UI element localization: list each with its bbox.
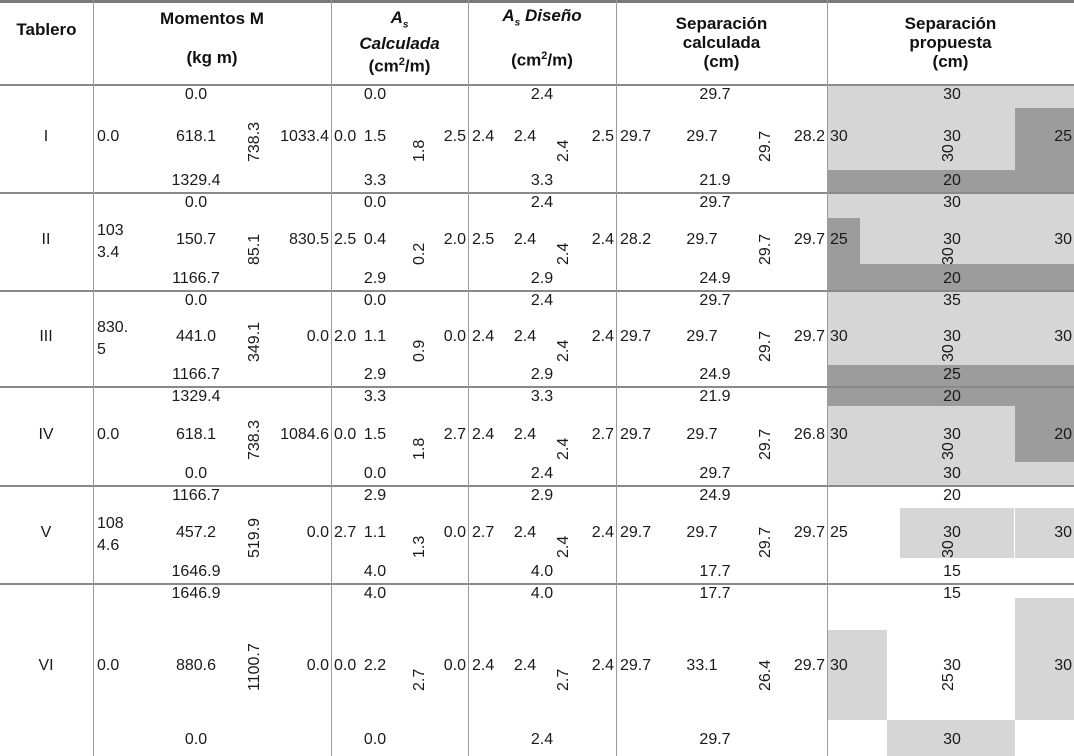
as-diseno-bottom: 2.4 — [530, 465, 554, 482]
momentos-vertical: 738.3 — [246, 121, 263, 162]
sep-prop-bottom: 20 — [943, 270, 961, 287]
header-symbol-sub: s — [402, 19, 409, 31]
momentos-left: 0.0 — [97, 426, 120, 443]
as-calc-mid: 1.5 — [363, 426, 387, 443]
as-diseno-bottom: 4.0 — [530, 563, 554, 580]
as-diseno-top: 2.4 — [530, 292, 554, 309]
sep-prop-right: 20 — [1054, 426, 1072, 443]
sep-prop-left: 25 — [830, 231, 848, 248]
as-calc-mid: 2.2 — [363, 657, 387, 674]
header-unit: (cm) — [932, 51, 969, 71]
as-calc-bottom: 0.0 — [363, 465, 387, 482]
column-separator — [827, 0, 828, 756]
column-separator — [93, 0, 94, 756]
as-diseno-right: 2.4 — [591, 657, 614, 674]
sep-prop-vertical: 30 — [940, 247, 957, 265]
header-unit-part: (cm — [511, 50, 542, 70]
sep-calc-vertical: 26.4 — [757, 659, 774, 691]
as-diseno-bottom: 3.3 — [530, 172, 554, 189]
header-label: Calculada — [359, 34, 440, 54]
header-tablero — [0, 0, 93, 84]
sep-prop-left: 30 — [830, 657, 848, 674]
momentos-top: 1329.4 — [171, 388, 221, 405]
momentos-vertical: 1100.7 — [246, 643, 263, 691]
as-calc-top: 2.9 — [363, 487, 387, 504]
as-calc-right: 0.0 — [443, 657, 466, 674]
as-diseno-mid: 2.4 — [513, 328, 537, 345]
as-calc-vertical: 1.3 — [411, 535, 428, 558]
column-separator — [331, 0, 332, 756]
as-diseno-top: 2.9 — [530, 487, 554, 504]
header-label: calculada — [682, 32, 761, 52]
as-calc-top: 0.0 — [363, 292, 387, 309]
sep-calc-bottom: 29.7 — [699, 731, 731, 748]
as-diseno-right: 2.4 — [591, 328, 614, 345]
momentos-bottom: 1166.7 — [172, 270, 220, 287]
header-unit-part: (cm — [368, 57, 399, 77]
sep-calc-bottom: 24.9 — [699, 270, 731, 287]
as-diseno-left: 2.7 — [472, 524, 495, 541]
sep-calc-vertical: 29.7 — [757, 526, 774, 558]
as-calc-bottom: 3.3 — [363, 172, 387, 189]
as-diseno-bottom: 2.9 — [530, 366, 554, 383]
header-unit: (cm) — [703, 51, 740, 71]
header-unit — [369, 53, 431, 76]
sep-prop-vertical: 25 — [940, 673, 957, 691]
as-diseno-right: 2.5 — [591, 128, 614, 145]
momentos-top: 1646.9 — [171, 585, 221, 602]
sep-calc-left: 29.7 — [620, 657, 652, 674]
sep-prop-bottom: 30 — [943, 465, 961, 482]
sep-prop-mid: 30 — [943, 524, 961, 541]
sep-calc-right: 29.7 — [793, 328, 825, 345]
as-diseno-right: 2.7 — [591, 426, 614, 443]
header-label: Separación — [675, 13, 768, 33]
sep-calc-right: 29.7 — [793, 524, 825, 541]
sep-calc-mid: 29.7 — [686, 426, 718, 443]
as-calc-top: 0.0 — [363, 194, 387, 211]
sep-calc-right: 28.2 — [793, 128, 825, 145]
momentos-left: 1084.6 — [97, 515, 124, 554]
as-calc-right: 2.0 — [443, 231, 466, 248]
sep-prop-top: 30 — [943, 194, 961, 211]
as-calc-bottom: 4.0 — [363, 563, 387, 580]
sep-prop-left: 30 — [830, 426, 848, 443]
header-symbol-sub: s — [514, 17, 521, 29]
as-diseno-left: 2.4 — [472, 426, 495, 443]
sep-calc-top: 29.7 — [699, 86, 731, 103]
sep-calc-mid: 29.7 — [686, 524, 718, 541]
as-calc-top: 3.3 — [363, 388, 387, 405]
header-unit-sup: 2 — [398, 56, 405, 69]
sep-prop-mid: 30 — [943, 426, 961, 443]
momentos-left: 830.5 — [97, 319, 129, 358]
as-diseno-vertical: 2.4 — [555, 242, 572, 265]
as-diseno-top: 4.0 — [530, 585, 554, 602]
sep-prop-mid: 30 — [943, 128, 961, 145]
as-diseno-top: 3.3 — [530, 388, 554, 405]
as-calc-bottom: 2.9 — [363, 366, 387, 383]
sep-prop-top: 35 — [943, 292, 961, 309]
header-symbol — [391, 8, 409, 34]
sep-prop-right: 30 — [1054, 231, 1072, 248]
as-diseno-right: 2.4 — [591, 524, 614, 541]
as-diseno-bottom: 2.9 — [530, 270, 554, 287]
row-label: VI — [38, 657, 54, 674]
sep-prop-left: 30 — [830, 328, 848, 345]
row-label: V — [40, 524, 52, 541]
row-label: IV — [38, 426, 54, 443]
sep-prop-top: 20 — [943, 487, 961, 504]
sep-calc-vertical: 29.7 — [757, 233, 774, 265]
momentos-vertical: 85.1 — [246, 233, 263, 265]
momentos-top: 1166.7 — [172, 487, 220, 504]
as-calc-vertical: 0.2 — [411, 242, 428, 265]
as-diseno-mid: 2.4 — [513, 128, 537, 145]
header-symbol-letter: A — [390, 7, 403, 27]
sep-prop-bottom: 25 — [943, 366, 961, 383]
sep-prop-left: 30 — [830, 128, 848, 145]
as-diseno-right: 2.4 — [591, 231, 614, 248]
as-calc-right: 2.7 — [443, 426, 466, 443]
momentos-vertical: 519.9 — [246, 517, 263, 558]
momentos-bottom: 0.0 — [184, 465, 208, 482]
momentos-mid: 150.7 — [175, 231, 217, 248]
sep-calc-left: 29.7 — [620, 328, 652, 345]
momentos-mid: 880.6 — [175, 657, 217, 674]
as-calc-right: 0.0 — [443, 328, 466, 345]
as-diseno-vertical: 2.4 — [555, 437, 572, 460]
as-diseno-vertical: 2.4 — [555, 339, 572, 362]
sep-calc-top: 21.9 — [699, 388, 731, 405]
sep-calc-mid: 29.7 — [686, 128, 718, 145]
momentos-mid: 457.2 — [175, 524, 217, 541]
sep-calc-left: 28.2 — [620, 231, 652, 248]
header-unit — [511, 47, 573, 70]
as-calc-bottom: 0.0 — [363, 731, 387, 748]
sep-prop-bottom: 30 — [943, 731, 961, 748]
momentos-top: 0.0 — [184, 292, 208, 309]
sep-calc-bottom: 17.7 — [699, 563, 731, 580]
sep-prop-right: 30 — [1054, 524, 1072, 541]
header-sep-propuesta — [827, 0, 1074, 84]
sep-calc-vertical: 29.7 — [757, 330, 774, 362]
sep-prop-right: 30 — [1054, 328, 1072, 345]
sep-calc-bottom: 29.7 — [699, 465, 731, 482]
as-calc-left: 2.0 — [334, 328, 357, 345]
as-calc-bottom: 2.9 — [363, 270, 387, 287]
as-diseno-vertical: 2.4 — [555, 535, 572, 558]
header-unit-sup: 2 — [541, 49, 548, 62]
momentos-right: 1033.4 — [280, 128, 329, 145]
header-unit-part: /m) — [547, 50, 573, 70]
sep-calc-top: 29.7 — [699, 292, 731, 309]
momentos-right: 830.5 — [288, 231, 329, 248]
sep-calc-top: 24.9 — [699, 487, 731, 504]
as-calc-mid: 1.5 — [363, 128, 387, 145]
as-diseno-mid: 2.4 — [513, 524, 537, 541]
sep-calc-mid: 29.7 — [686, 328, 718, 345]
column-separator — [468, 0, 469, 756]
header-label: Momentos M — [160, 9, 264, 28]
as-calc-right: 2.5 — [443, 128, 466, 145]
sep-prop-vertical: 30 — [940, 540, 957, 558]
as-diseno-bottom: 2.4 — [530, 731, 554, 748]
sep-prop-mid: 30 — [943, 231, 961, 248]
momentos-left: 1033.4 — [97, 222, 124, 261]
sep-calc-right: 29.7 — [793, 657, 825, 674]
sep-prop-top: 30 — [943, 86, 961, 103]
as-calc-left: 0.0 — [334, 657, 357, 674]
sep-prop-bottom: 20 — [943, 172, 961, 189]
sep-prop-bottom: 15 — [943, 563, 961, 580]
sep-calc-top: 29.7 — [699, 194, 731, 211]
sep-prop-vertical: 30 — [940, 144, 957, 162]
as-diseno-left: 2.4 — [472, 657, 495, 674]
momentos-right: 1084.6 — [280, 426, 329, 443]
sep-calc-right: 26.8 — [793, 426, 825, 443]
as-calc-vertical: 0.9 — [411, 339, 428, 362]
sep-calc-left: 29.7 — [620, 128, 652, 145]
momentos-top: 0.0 — [184, 194, 208, 211]
sep-calc-bottom: 21.9 — [699, 172, 731, 189]
momentos-right: 0.0 — [306, 524, 329, 541]
sep-calc-left: 29.7 — [620, 426, 652, 443]
as-calc-mid: 0.4 — [363, 231, 387, 248]
as-diseno-left: 2.5 — [472, 231, 495, 248]
as-diseno-left: 2.4 — [472, 328, 495, 345]
momentos-left: 0.0 — [97, 128, 120, 145]
header-label: Separación — [904, 13, 997, 33]
header-momentos — [93, 0, 331, 84]
as-calc-left: 2.5 — [334, 231, 357, 248]
header-label: propuesta — [909, 32, 992, 52]
as-diseno-left: 2.4 — [472, 128, 495, 145]
momentos-vertical: 738.3 — [246, 419, 263, 460]
header-unit-part: /m) — [404, 57, 431, 77]
sep-prop-mid: 30 — [943, 657, 961, 674]
sep-calc-bottom: 24.9 — [699, 366, 731, 383]
header-symbol — [502, 6, 581, 32]
sep-calc-mid: 33.1 — [686, 657, 718, 674]
header-sep-calculada — [616, 0, 827, 84]
as-calc-mid: 1.1 — [363, 524, 387, 541]
as-diseno-top: 2.4 — [530, 194, 554, 211]
as-calc-mid: 1.1 — [363, 328, 387, 345]
sep-prop-right: 25 — [1054, 128, 1072, 145]
as-diseno-mid: 2.4 — [513, 231, 537, 248]
sep-prop-right: 30 — [1054, 657, 1072, 674]
as-diseno-vertical: 2.4 — [555, 139, 572, 162]
as-calc-left: 0.0 — [334, 426, 357, 443]
column-separator — [616, 0, 617, 756]
momentos-mid: 618.1 — [175, 426, 217, 443]
as-diseno-vertical: 2.7 — [555, 668, 572, 691]
momentos-bottom: 0.0 — [184, 731, 208, 748]
as-calc-top: 0.0 — [363, 86, 387, 103]
as-calc-vertical: 1.8 — [411, 437, 428, 460]
sep-calc-left: 29.7 — [620, 524, 652, 541]
momentos-mid: 441.0 — [175, 328, 217, 345]
sep-calc-vertical: 29.7 — [757, 130, 774, 162]
as-calc-vertical: 1.8 — [411, 139, 428, 162]
sep-prop-top: 20 — [943, 388, 961, 405]
momentos-top: 0.0 — [184, 86, 208, 103]
sep-prop-mid: 30 — [943, 328, 961, 345]
as-calc-left: 2.7 — [334, 524, 357, 541]
header-as-diseno — [468, 0, 616, 84]
as-calc-left: 0.0 — [334, 128, 357, 145]
sep-prop-left: 25 — [830, 524, 848, 541]
momentos-bottom: 1329.4 — [171, 172, 221, 189]
row-label: I — [43, 128, 49, 145]
sep-calc-top: 17.7 — [699, 585, 731, 602]
momentos-right: 0.0 — [306, 657, 329, 674]
cell-shade — [827, 630, 887, 720]
sep-prop-vertical: 30 — [940, 344, 957, 362]
sep-calc-vertical: 29.7 — [757, 428, 774, 460]
header-label: Tablero — [16, 19, 77, 39]
momentos-bottom: 1166.7 — [172, 366, 220, 383]
momentos-mid: 618.1 — [175, 128, 217, 145]
momentos-left: 0.0 — [97, 657, 120, 674]
row-label: III — [39, 328, 53, 345]
sep-prop-top: 15 — [943, 585, 961, 602]
as-calc-right: 0.0 — [443, 524, 466, 541]
as-calc-vertical: 2.7 — [411, 668, 428, 691]
header-as-calculada — [331, 0, 468, 84]
momentos-right: 0.0 — [306, 328, 329, 345]
as-diseno-mid: 2.4 — [513, 657, 537, 674]
row-label: II — [41, 231, 51, 248]
momentos-vertical: 349.1 — [246, 321, 263, 362]
as-diseno-mid: 2.4 — [513, 426, 537, 443]
sep-prop-vertical: 30 — [940, 442, 957, 460]
header-label: Diseño — [520, 6, 582, 26]
momentos-bottom: 1646.9 — [171, 563, 221, 580]
header-symbol-letter: A — [502, 6, 515, 26]
sep-calc-mid: 29.7 — [686, 231, 718, 248]
sep-calc-right: 29.7 — [793, 231, 825, 248]
header-unit: (kg m) — [186, 48, 238, 67]
as-diseno-top: 2.4 — [530, 86, 554, 103]
as-calc-top: 4.0 — [363, 585, 387, 602]
